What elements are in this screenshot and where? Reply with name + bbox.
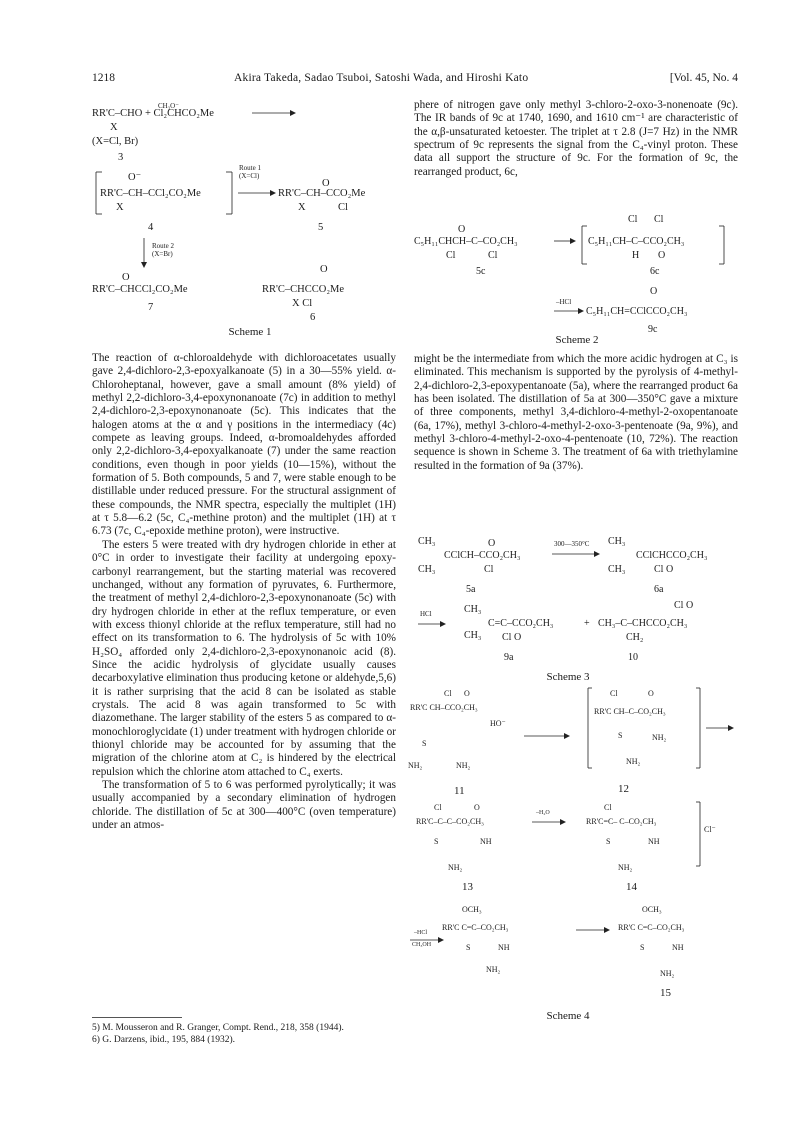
s1-route1: Route 1 xyxy=(239,164,261,172)
scheme-2-caption: Scheme 2 xyxy=(555,334,599,346)
s3-n10: 10 xyxy=(628,652,638,663)
s4-nh-13: NH xyxy=(480,837,492,846)
s3-clo6a: Cl O xyxy=(654,564,674,575)
footnotes xyxy=(92,1022,396,1046)
s4-och3-b: OCH₃ xyxy=(642,905,662,914)
s1-reagent: CH₃O⁻ xyxy=(158,102,179,110)
left-paragraph-2: The esters 5 were treated with dry hydrogen chloride in ether at 0°C in order to investigate their facility at undergoing epoxy-carbonyl rearrangement, but the starting material was recovered unchanged, without any formation of pyruvates, 6. Furthermore, the treatment of methyl 2,4-dichloro-2,3-epoxynonanoate (5c) with dry hydrogen chloride in ether at the reflux temperature, or even with excess thionyl chloride at the reflux temperature, still had no effect on its transformation to 6. The hydrolysis of 5c with 10% H₂SO₄ afforded only 2,4-dichloro-2,3-epoxynonanoic acid (8). Since the acidic hydrolysis of glycidate usually causes decarboxylative elimination thus producing ketone or aldehyde,5,6) it is rather surprising that the acid 8 can be isolated as stable crystals. The acid 8 was again transformed to 5c with diazomethane. The larger stability of the esters 5 as compared to α-monochloroglycidate (1) under treatment with hydrogen chloride or thionyl chloride may be accounted for by assuming that the migration of the chlorine atom at C₂ is hindered by the electrical repulsion which the chlorine atom attached to C₄ exerts. xyxy=(92,538,396,778)
s3-9a: C=C–CCO₂CH₃ xyxy=(488,618,554,629)
scheme-2 xyxy=(414,208,738,340)
s4-n11: 11 xyxy=(454,785,465,797)
right-column-text-a xyxy=(414,99,738,179)
s4-nh2-11a: NH₂ xyxy=(408,761,423,770)
s4-nh2-14: NH₂ xyxy=(618,863,633,872)
s1-inter4: RR'C–CH–CCl₂CO₂Me xyxy=(100,188,201,199)
s3-clo10: Cl O xyxy=(674,600,694,611)
s4-n15: 15 xyxy=(660,987,671,999)
s1-prod7: RR'C–CHCCl₂CO₂Me xyxy=(92,284,188,295)
s3-ch3a: CH₃ xyxy=(418,536,436,547)
s3-ch3e: CH₃ xyxy=(464,604,482,615)
s1-n7: 7 xyxy=(148,302,154,313)
footnote-rule xyxy=(92,1017,182,1018)
s3-hcl: HCl xyxy=(420,610,432,618)
s4-clminus: Cl⁻ xyxy=(704,825,716,834)
s4-cl-12: Cl xyxy=(610,689,618,698)
footnote-6: 6) G. Darzens, ibid., 195, 884 (1932). xyxy=(92,1035,236,1045)
s1-xdef: (X=Cl, Br) xyxy=(92,136,139,147)
s4-nh2-12b: NH₂ xyxy=(626,757,641,766)
s4-cl-13: Cl xyxy=(434,803,442,812)
s3-5a: CClCH–CCO₂CH₃ xyxy=(444,550,521,561)
s4-o-12: O xyxy=(648,689,654,698)
scheme-3 xyxy=(414,532,738,674)
s4-nh-15a: NH xyxy=(498,943,510,952)
s2-6c: C₅H₁₁CH–C–CCO₂CH₃ xyxy=(588,236,685,247)
s1-xcl6: X Cl xyxy=(292,298,313,309)
s1-x5: X xyxy=(298,202,306,213)
s4-o-13: O xyxy=(474,803,480,812)
s4-15b: RR'C C=C–CO₂CH₃ xyxy=(618,923,685,932)
footnote-5: 5) M. Mousseron and R. Granger, Compt. Rend., 218, 358 (1944). xyxy=(92,1023,344,1033)
s4-nh-15b: NH xyxy=(672,943,684,952)
s1-x: X xyxy=(110,122,118,133)
s4-ch3oh: CH₃OH xyxy=(412,942,432,948)
s4-nh2-12a: NH₂ xyxy=(652,733,667,742)
s4-13: RR'C–C–C–CO₂CH₃ xyxy=(416,817,484,826)
s2-cl6c-a: Cl xyxy=(628,214,638,225)
s4-cl-11: Cl xyxy=(444,689,452,698)
s1-anion: O⁻ xyxy=(128,172,142,183)
s1-n5: 5 xyxy=(318,222,324,233)
s4-s-13: S xyxy=(434,837,439,846)
s4-nh2-15a: NH₂ xyxy=(486,965,501,974)
s3-ch2: CH₂ xyxy=(626,632,644,643)
s4-cl-14: Cl xyxy=(604,803,612,812)
s4-s-11: S xyxy=(422,739,427,748)
s2-n6c: 6c xyxy=(650,266,660,277)
s2-o5c: O xyxy=(458,224,466,235)
s2-n5c: 5c xyxy=(476,266,486,277)
s4-s-12: S xyxy=(618,731,623,740)
s3-clo9a: Cl O xyxy=(502,632,522,643)
s3-n6a: 6a xyxy=(654,584,664,595)
right-column-text-b xyxy=(414,353,738,473)
s2-cl6c-b: Cl xyxy=(654,214,664,225)
s2-cl5c-a: Cl xyxy=(446,250,456,261)
s1-n6: 6 xyxy=(310,312,316,323)
s2-h6c: H xyxy=(632,250,640,261)
s1-o7: O xyxy=(122,272,130,283)
s2-o6c: O xyxy=(658,250,666,261)
s3-plus: + xyxy=(584,618,590,629)
s3-ch3b: CH₃ xyxy=(418,564,436,575)
s3-ch3d: CH₃ xyxy=(608,564,626,575)
right-paragraph-2: might be the intermediate from which the more acidic hydrogen at C₃ is eliminated. This mechanism is supported by the pyrolysis of 4-methyl-2,4-dichloro-2,3-epoxypentanoate (5a), where the rearranged product 6a has been isolated. The distillation of 5a at 300—350°C gave a mixture of three components, methyl 3,4-dichloro-4-methyl-2-oxopentanoate (6a, 17%), methyl 3-chloro-4-methyl-2-oxo-3-pentenoate (9a, 9%), and methyl 3-chloro-4-methyl-2-oxo-4-pentenoate (10, 72%). The reaction sequence is shown in Scheme 3. The treatment of 6a with triethylamine resulted in the formation of 9a (37%). xyxy=(414,353,738,472)
page-number: 1218 xyxy=(92,72,115,84)
scheme-1-caption: Scheme 1 xyxy=(228,326,272,338)
s4-ho-11: HO⁻ xyxy=(490,719,506,728)
left-column-text xyxy=(92,352,396,832)
s1-prod6: RR'C–CHCCO₂Me xyxy=(262,284,344,295)
s2-hcl: –HCl xyxy=(556,298,572,306)
right-paragraph-1: phere of nitrogen gave only methyl 3-chloro-2-oxo-3-nonenoate (9c). The IR bands of 9c at 1740, 1690, and 1610 cm⁻¹ are characteristic of the α,β-unsaturated ketoester. The triplet at τ 2.8 (J=7 Hz) in the NMR spectrum of 9c represents the signal from the C₄-vinyl proton. These data all support the structure of 9c. For the formation of 9c, the rearranged product, 6c, xyxy=(414,99,738,178)
s4-o-11: O xyxy=(464,689,470,698)
s4-n13: 13 xyxy=(462,881,473,893)
left-paragraph-1: The reaction of α-chloroaldehyde with dichloroacetates usually gave 2,4-dichloro-2,3-epoxyalkanoate (5) in a 30—55% yield. α-Chloroheptanal, however, gave a small amount (8% yield) of methyl 2,2-dichloro-3,4-epoxynonanoate (7c) in addition to methyl 2,4-dichloro-2,3-epoxynonanoate (5c). This indicates that the halogen atoms at the α and γ positions in the intermediacy (4c) compete as leaving groups. Indeed, α-bromoaldehydes afforded only 2,2-dichloro-3,4-epoxyalkanoate (7) under the same reaction conditions, even though in poor yields (10—15%), without the formation of 5. Both compounds, 5 and 7, were stable enough to be distillable under reduced pressure. For the structural assignment of these compounds, the NMR spectra, especially the multiplet (1H) at τ 5.8—6.2 (5c, C₄-methine proton) and the multiplet (1H) at τ 6.73 (7c, C₄-epoxide methine proton), were instructive. xyxy=(92,352,396,538)
s2-5c: C₅H₁₁CHCH–C–CO₂CH₃ xyxy=(414,236,518,247)
running-authors: Akira Takeda, Sadao Tsuboi, Satoshi Wada, and Hiroshi Kato xyxy=(234,72,529,84)
s3-6a: CClCHCCO₂CH₃ xyxy=(636,550,708,561)
s1-route1-cond: (X=Cl) xyxy=(239,172,260,180)
s4-12: RR'C CH–C–CO₂CH₃ xyxy=(594,707,666,716)
scheme-1 xyxy=(92,96,402,346)
s1-o5: O xyxy=(322,178,330,189)
s3-ch3f: CH₃ xyxy=(464,630,482,641)
s2-cl5c-b: Cl xyxy=(488,250,498,261)
s4-14: RR'C=C– C–CO₂CH₃ xyxy=(586,817,657,826)
s3-n9a: 9a xyxy=(504,652,514,663)
s4-s-15b: S xyxy=(640,943,645,952)
s4-nh2-15b: NH₂ xyxy=(660,969,675,978)
s3-cond: 300—350°C xyxy=(554,540,590,548)
s4-hcl: –HCl xyxy=(414,930,428,936)
s3-10: CH₃–C–CHCCO₂CH₃ xyxy=(598,618,688,629)
left-paragraph-3: The transformation of 5 to 6 was performed pyrolytically; it was usually accompanied by a secondary elimination of hydrogen chloride. The distillation of 5c at 300—400°C (oven temperature) under an atmos- xyxy=(92,779,396,832)
scheme-4 xyxy=(404,684,740,1018)
scheme-3-caption: Scheme 3 xyxy=(546,671,590,683)
s1-route2: Route 2 xyxy=(152,242,174,250)
s4-s-14: S xyxy=(606,837,611,846)
s1-reactants: RR'C–CHO + Cl₂CHCO₂Me xyxy=(92,108,214,119)
s3-cl5a: Cl xyxy=(484,564,494,575)
s4-och3-a: OCH₃ xyxy=(462,905,482,914)
s4-nh2-11b: NH₂ xyxy=(456,761,471,770)
s4-h2o: –H₂O xyxy=(536,810,550,816)
s3-ch3c: CH₃ xyxy=(608,536,626,547)
scheme-4-caption: Scheme 4 xyxy=(546,1010,590,1022)
s4-11: RR'C CH–CCO₂CH₃ xyxy=(410,703,478,712)
s1-x4: X xyxy=(116,202,124,213)
s2-n9c: 9c xyxy=(648,324,658,335)
s1-o6: O xyxy=(320,264,328,275)
s4-n12: 12 xyxy=(618,783,629,795)
s4-nh2-13: NH₂ xyxy=(448,863,463,872)
s1-prod5: RR'C–CH–CCO₂Me xyxy=(278,188,366,199)
s2-9c: C₅H₁₁CH=CClCCO₂CH₃ xyxy=(586,306,688,317)
s4-nh-14: NH xyxy=(648,837,660,846)
s4-15a: RR'C C=C–CO₂CH₃ xyxy=(442,923,509,932)
s4-s-15a: S xyxy=(466,943,471,952)
s1-n3: 3 xyxy=(118,152,124,163)
s1-n4: 4 xyxy=(148,222,154,233)
s2-o9c: O xyxy=(650,286,658,297)
s3-o5a: O xyxy=(488,538,496,549)
s4-n14: 14 xyxy=(626,881,637,893)
s1-cl5: Cl xyxy=(338,202,348,213)
s3-n5a: 5a xyxy=(466,584,476,595)
s1-route2-cond: (X=Br) xyxy=(152,250,173,258)
running-header xyxy=(92,72,738,88)
volume-info: [Vol. 45, No. 4 xyxy=(669,72,738,84)
